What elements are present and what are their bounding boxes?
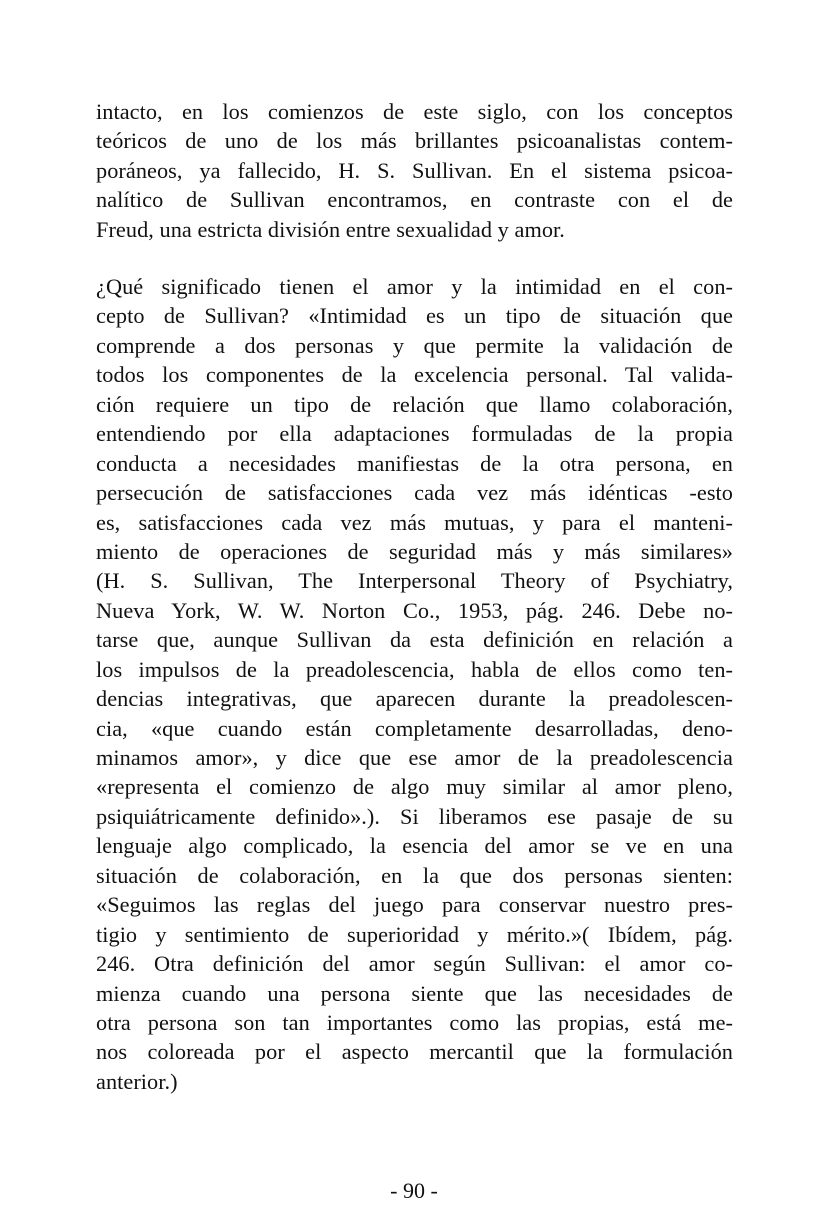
text-line: nos coloreada por el aspecto mercantil que la formulación (96, 1039, 733, 1065)
text-line: minamos amor», y dice que ese amor de la preadolescencia (96, 745, 733, 770)
text-line: tigio y sentimiento de superioridad y mérito.»( Ibídem, pág. (96, 921, 733, 947)
text-line: cia, «que cuando están completamente desarrolladas, deno- (96, 715, 733, 741)
text-line: nalítico de Sullivan encontramos, en contraste con el de (96, 187, 733, 213)
paragraph-2 (96, 272, 733, 1096)
paragraph-1 (96, 97, 733, 244)
text-line: poráneos, ya fallecido, H. S. Sullivan. En el sistema psicoa- (96, 157, 733, 183)
text-line: miento de operaciones de seguridad más y más similares» (96, 538, 733, 564)
text-line: 246. Otra definición del amor según Sullivan: el amor co- (96, 951, 733, 977)
text-line: Freud, una estricta división entre sexualidad y amor. (96, 216, 565, 242)
text-line: persecución de satisfacciones cada vez más idénticas -esto (96, 480, 733, 506)
text-line: cepto de Sullivan? «Intimidad es un tipo de situación que (96, 303, 733, 329)
text-line: psiquiátricamente definido».). Si liberamos ese pasaje de su (96, 803, 733, 829)
text-line: todos los componentes de la excelencia personal. Tal valida- (96, 362, 733, 388)
text-line: otra persona son tan importantes como las propias, está me- (96, 1009, 733, 1035)
text-line: conducta a necesidades manifiestas de la otra persona, en (96, 450, 733, 476)
page-number: - 90 - (390, 1178, 438, 1203)
text-line: lenguaje algo complicado, la esencia del amor se ve en una (96, 833, 733, 859)
text-line: anterior.) (96, 1068, 178, 1094)
text-line: Nueva York, W. W. Norton Co., 1953, pág. 246. Debe no- (96, 597, 733, 623)
text-line: ¿Qué significado tienen el amor y la intimidad en el con- (96, 274, 733, 299)
text-line: situación de colaboración, en la que dos personas sienten: (96, 862, 733, 888)
text-line: tarse que, aunque Sullivan da esta definición en relación a (96, 627, 733, 653)
text-line: comprende a dos personas y que permite la validación de (96, 332, 733, 358)
text-line: entendiendo por ella adaptaciones formuladas de la propia (96, 421, 733, 447)
text-line: mienza cuando una persona siente que las necesidades de (96, 980, 733, 1006)
text-line: dencias integrativas, que aparecen durante la preadolescen- (96, 686, 733, 712)
text-line: (H. S. Sullivan, The Interpersonal Theory of Psychiatry, (96, 568, 733, 594)
text-line: «Seguimos las reglas del juego para conservar nuestro pres- (96, 892, 733, 918)
text-line: intacto, en los comienzos de este siglo, con los conceptos (96, 99, 733, 124)
text-line: ción requiere un tipo de relación que llamo colaboración, (96, 391, 733, 417)
text-line: teóricos de uno de los más brillantes psicoanalistas contem- (96, 128, 733, 154)
text-line: «representa el comienzo de algo muy similar al amor pleno, (96, 774, 733, 800)
text-line: los impulsos de la preadolescencia, habla de ellos como ten- (96, 656, 733, 682)
text-line: es, satisfacciones cada vez más mutuas, y para el manteni- (96, 509, 733, 535)
